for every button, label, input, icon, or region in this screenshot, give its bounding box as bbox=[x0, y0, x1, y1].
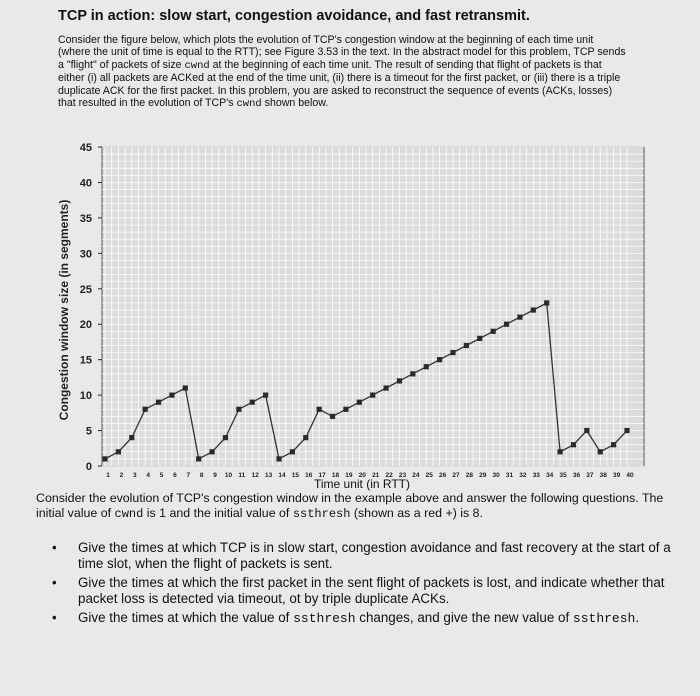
data-point bbox=[383, 385, 388, 390]
data-point bbox=[544, 300, 549, 305]
y-tick-label: 5 bbox=[85, 425, 92, 438]
x-tick-label: 3 bbox=[132, 472, 137, 479]
y-tick-label: 40 bbox=[79, 177, 92, 190]
data-point bbox=[102, 456, 107, 461]
question-item-3-code-2: ssthresh bbox=[572, 610, 636, 626]
data-point bbox=[183, 385, 188, 390]
data-point bbox=[477, 336, 482, 341]
x-tick-label: 15 bbox=[291, 472, 300, 479]
data-point bbox=[397, 378, 402, 383]
y-tick-label: 20 bbox=[79, 319, 92, 332]
x-tick-label: 34 bbox=[546, 472, 554, 479]
y-tick-label: 35 bbox=[79, 212, 92, 225]
x-axis-label: Time unit (in RTT) bbox=[313, 477, 411, 491]
question-item-3-text-a: Give the times at which the value of bbox=[78, 609, 294, 625]
x-tick-label: 28 bbox=[465, 472, 474, 479]
x-tick-label: 13 bbox=[264, 472, 273, 479]
x-tick-label: 2 bbox=[119, 472, 124, 479]
x-tick-label: 19 bbox=[345, 472, 353, 479]
x-tick-label: 37 bbox=[586, 472, 594, 479]
question-item-3-code: ssthresh bbox=[293, 610, 356, 626]
x-tick-label: 12 bbox=[251, 472, 259, 479]
x-tick-label: 17 bbox=[318, 472, 326, 479]
x-tick-label: 6 bbox=[173, 472, 177, 479]
x-tick-label: 38 bbox=[599, 472, 607, 479]
x-tick-label: 27 bbox=[452, 472, 460, 479]
data-point bbox=[584, 428, 589, 433]
x-tick-label: 8 bbox=[199, 472, 204, 479]
question-item-3 bbox=[48, 610, 688, 627]
x-tick-label: 40 bbox=[626, 472, 634, 479]
x-tick-label: 16 bbox=[305, 472, 313, 479]
x-tick-label: 33 bbox=[532, 472, 540, 479]
x-tick-label: 4 bbox=[146, 472, 150, 479]
data-point bbox=[624, 428, 629, 433]
y-axis-ticks bbox=[80, 142, 102, 473]
question-item-1-text: Give the times at which TCP is in slow start, congestion avoidance and fast recovery at the start of a time slot, when the flight of packets is sent. bbox=[78, 540, 671, 572]
data-point bbox=[464, 343, 469, 348]
x-tick-label: 14 bbox=[278, 472, 286, 479]
data-point bbox=[209, 449, 214, 454]
data-point bbox=[116, 449, 121, 454]
intro-code-cwnd-1: cwnd bbox=[184, 59, 210, 72]
cwnd-chart bbox=[0, 135, 700, 491]
data-point bbox=[557, 449, 562, 454]
data-point bbox=[571, 442, 576, 447]
question-item-1 bbox=[48, 540, 688, 573]
data-point bbox=[491, 329, 496, 334]
question-code-cwnd: cwnd bbox=[114, 507, 144, 521]
x-tick-label: 35 bbox=[559, 472, 567, 479]
data-point bbox=[263, 393, 268, 398]
data-point bbox=[129, 435, 134, 440]
x-tick-label: 22 bbox=[385, 472, 393, 479]
x-tick-label: 25 bbox=[425, 472, 433, 479]
x-tick-label: 5 bbox=[159, 472, 164, 479]
data-point bbox=[156, 400, 161, 405]
x-tick-label: 26 bbox=[438, 472, 447, 479]
x-tick-label: 24 bbox=[412, 472, 420, 479]
y-tick-label: 10 bbox=[79, 390, 92, 403]
x-tick-label: 11 bbox=[238, 472, 246, 479]
x-tick-label: 30 bbox=[492, 472, 500, 479]
y-axis-label: Congestion window size (in segments) bbox=[57, 199, 71, 421]
data-point bbox=[598, 449, 603, 454]
data-point bbox=[330, 414, 335, 419]
y-tick-label: 0 bbox=[85, 461, 92, 473]
question-list bbox=[48, 540, 688, 629]
x-tick-label: 10 bbox=[224, 472, 233, 479]
data-point bbox=[303, 435, 308, 440]
y-tick-label: 45 bbox=[79, 142, 92, 154]
x-tick-label: 32 bbox=[519, 472, 527, 479]
data-point bbox=[424, 364, 429, 369]
data-point bbox=[450, 350, 455, 355]
x-tick-label: 23 bbox=[398, 472, 407, 479]
question-text-3: (shown as a red +) is 8. bbox=[350, 506, 483, 520]
data-point bbox=[437, 357, 442, 362]
question-text-2: is 1 and the initial value of bbox=[143, 506, 293, 520]
intro-code-cwnd-2: cwnd bbox=[236, 98, 262, 111]
x-tick-label: 1 bbox=[106, 472, 110, 479]
question-code-ssthresh: ssthresh bbox=[292, 507, 351, 521]
problem-title: TCP in action: slow start, congestion avoidance, and fast retransmit. bbox=[58, 8, 530, 24]
data-point bbox=[531, 307, 536, 312]
intro-text-1: Consider the figure below, which plots the evolution of TCP's congestion window at the beginning of each time unit (where the unit of time is equal to the RTT); see Figure 3.53 in the text. In the abstract model for this problem, TCP sends a "flight" of packets of size bbox=[58, 34, 626, 71]
y-tick-label: 30 bbox=[79, 248, 92, 261]
question-item-2-text: Give the times at which the first packet in the sent flight of packets is lost, and indicate whether that packet loss is detected via timeout, ot by triple duplicate ACKs. bbox=[78, 574, 665, 607]
question-item-3-text-b: changes, and give the new value of bbox=[355, 609, 573, 625]
data-point bbox=[357, 400, 362, 405]
x-tick-label: 29 bbox=[479, 472, 487, 479]
data-point bbox=[223, 435, 228, 440]
question-paragraph bbox=[36, 491, 676, 522]
data-point bbox=[169, 393, 174, 398]
x-tick-label: 9 bbox=[213, 472, 217, 479]
y-tick-label: 15 bbox=[79, 354, 92, 367]
data-point bbox=[276, 456, 281, 461]
x-tick-label: 36 bbox=[572, 472, 581, 479]
question-item-3-text-c: . bbox=[635, 609, 640, 625]
intro-paragraph bbox=[58, 34, 626, 110]
x-tick-label: 21 bbox=[372, 472, 380, 479]
data-point bbox=[504, 322, 509, 327]
data-point bbox=[317, 407, 322, 412]
data-point bbox=[410, 371, 415, 376]
x-tick-label: 31 bbox=[505, 472, 514, 479]
intro-text-3: shown below. bbox=[261, 97, 329, 110]
question-text-1: Consider the evolution of TCP's congestion window in the example above and answer the following questions. The initial value of bbox=[36, 491, 664, 520]
data-point bbox=[250, 400, 255, 405]
data-point bbox=[143, 407, 148, 412]
data-point bbox=[236, 407, 241, 412]
data-point bbox=[517, 315, 522, 320]
x-tick-label: 18 bbox=[331, 472, 340, 479]
data-point bbox=[196, 456, 201, 461]
data-point bbox=[290, 449, 295, 454]
intro-text-2: at the beginning of each time unit. The result of sending that flight of packets is that either (i) all packets are ACKed at the end of the time unit, (ii) there is a timeout for the first packet, or (iii) there is a triple duplicate ACK for the first packet. In this problem, you are asked to reconstruct the sequence of events (ACKs, losses) that resulted in the evolution of TCP's bbox=[58, 58, 621, 110]
x-tick-label: 39 bbox=[612, 472, 621, 479]
x-tick-label: 20 bbox=[358, 472, 366, 479]
x-tick-label: 7 bbox=[186, 472, 191, 479]
question-item-2 bbox=[48, 575, 688, 608]
data-point bbox=[611, 442, 616, 447]
data-point bbox=[343, 407, 348, 412]
data-point bbox=[370, 393, 375, 398]
y-tick-label: 25 bbox=[79, 283, 92, 296]
